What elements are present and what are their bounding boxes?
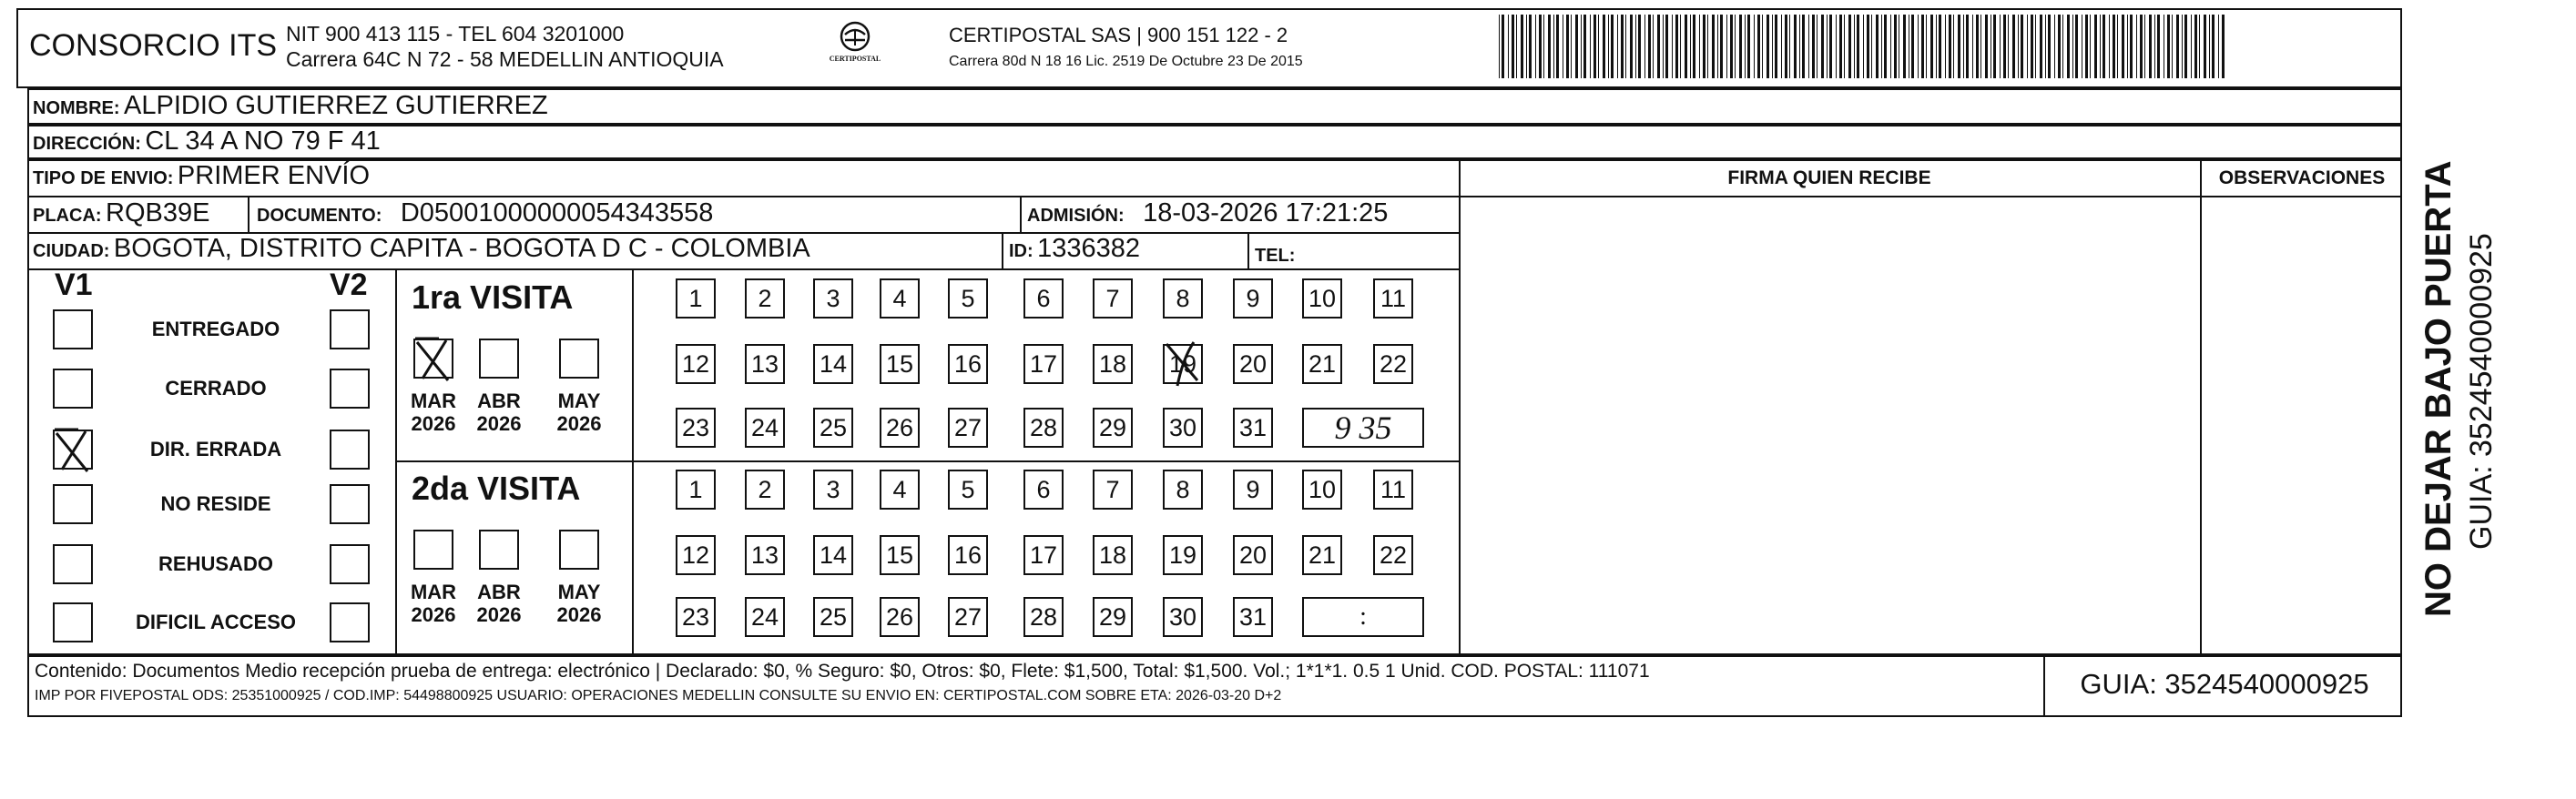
- day-cell[interactable]: 5: [948, 278, 988, 319]
- day-cell[interactable]: 2: [745, 470, 785, 510]
- v2-checkbox[interactable]: [330, 430, 370, 470]
- day-cell[interactable]: 16: [948, 344, 988, 384]
- check-mark-icon: [412, 335, 457, 380]
- day-cell[interactable]: 31: [1233, 408, 1273, 448]
- content-line: Contenido: Documentos Medio recepción prueba de entrega: electrónico | Declarado: $0, % Seguro: $0, Otros: $0, Flete: $1,500, Total: $1,500. Vol.; 1*1*1. 0.5 1 Unid. COD. POSTAL: 111071: [35, 661, 1650, 682]
- divider: [1247, 232, 1249, 268]
- visit1-title: 1ra VISITA: [412, 278, 574, 316]
- side-warning: NO DEJAR BAJO PUERTA: [2418, 160, 2459, 617]
- logo-text: CERTIPOSTAL: [829, 55, 881, 63]
- month-checkbox[interactable]: [413, 339, 453, 379]
- month-label: [404, 389, 463, 435]
- day-cell[interactable]: 25: [813, 597, 853, 637]
- status-label: DIFICIL ACCESO: [135, 611, 296, 633]
- day-cell[interactable]: 28: [1023, 597, 1064, 637]
- courier-address: Carrera 80d N 18 16 Lic. 2519 De Octubre 23 De 2015: [949, 54, 1303, 69]
- status-label: DIR. ERRADA: [149, 438, 282, 460]
- document-label: DOCUMENTO:: [257, 206, 382, 226]
- day-cell[interactable]: 21: [1302, 535, 1342, 575]
- month-checkbox[interactable]: [559, 339, 599, 379]
- address-label: DIRECCIÓN:: [33, 134, 141, 154]
- day-cell[interactable]: 12: [676, 535, 716, 575]
- month-label: [550, 389, 608, 435]
- tel-label: TEL:: [1255, 246, 1296, 266]
- document-value: D05001000000054343558: [400, 198, 714, 228]
- courier-name: CERTIPOSTAL SAS | 900 151 122 - 2: [949, 24, 1288, 46]
- id-field: [1009, 234, 1140, 264]
- day-cell[interactable]: 22: [1373, 344, 1413, 384]
- day-cell[interactable]: 26: [880, 597, 920, 637]
- address-field: [33, 126, 381, 157]
- plate-label: PLACA:: [33, 206, 102, 226]
- month-year: 2026: [411, 412, 456, 435]
- day-cell[interactable]: 29: [1093, 597, 1133, 637]
- name-value: ALPIDIO GUTIERREZ GUTIERREZ: [124, 91, 548, 120]
- month-year: 2026: [476, 603, 522, 626]
- day-cell[interactable]: 20: [1233, 535, 1273, 575]
- month-label: [470, 389, 528, 435]
- divider: [248, 196, 249, 232]
- month-year: 2026: [476, 412, 522, 435]
- divider: [2043, 655, 2045, 717]
- v2-checkbox[interactable]: [330, 544, 370, 584]
- status-label: CERRADO: [165, 377, 267, 400]
- day-cell[interactable]: 30: [1163, 408, 1203, 448]
- day-cell[interactable]: 13: [745, 344, 785, 384]
- day-cell[interactable]: 24: [745, 597, 785, 637]
- footer-guide: GUIA: 3524540000925: [2080, 668, 2369, 700]
- day-mark-icon: [1157, 337, 1212, 391]
- city-value: BOGOTA, DISTRITO CAPITA - BOGOTA D C - COLOMBIA: [113, 234, 810, 263]
- month-name: MAR: [410, 581, 457, 603]
- time-cell[interactable]: :: [1302, 597, 1424, 637]
- day-cell[interactable]: 4: [880, 278, 920, 319]
- plate-value: RQB39E: [106, 198, 210, 228]
- document-field: [257, 198, 713, 228]
- day-cell[interactable]: 17: [1023, 535, 1064, 575]
- month-name: MAR: [410, 389, 457, 412]
- day-cell[interactable]: 7: [1093, 278, 1133, 319]
- admission-value: 18-03-2026 17:21:25: [1143, 198, 1389, 228]
- day-cell[interactable]: 31: [1233, 597, 1273, 637]
- day-cell[interactable]: 10: [1302, 470, 1342, 510]
- month-label: [550, 581, 608, 626]
- day-cell[interactable]: 19: [1163, 535, 1203, 575]
- observations-label: OBSERVACIONES: [2218, 167, 2386, 188]
- admission-field: [1027, 198, 1388, 228]
- day-cell[interactable]: 27: [948, 408, 988, 448]
- day-cell[interactable]: 30: [1163, 597, 1203, 637]
- month-checkbox[interactable]: [413, 530, 453, 570]
- day-cell[interactable]: 18: [1093, 344, 1133, 384]
- print-line: IMP POR FIVEPOSTAL ODS: 25351000925 / COD.IMP: 54498800925 USUARIO: OPERACIONES MEDELLIN CONSULTE SU ENVIO EN: CERTIPOSTAL.COM SOBRE ETA: 2026-03-20 D+2: [35, 688, 1282, 703]
- day-cell[interactable]: 9: [1233, 470, 1273, 510]
- day-cell[interactable]: 26: [880, 408, 920, 448]
- v2-checkbox[interactable]: [330, 602, 370, 642]
- v2-checkbox[interactable]: [330, 309, 370, 349]
- city-label: CIUDAD:: [33, 241, 110, 261]
- day-cell[interactable]: 17: [1023, 344, 1064, 384]
- day-cell[interactable]: 14: [813, 535, 853, 575]
- month-name: MAY: [557, 389, 601, 412]
- day-cell[interactable]: 23: [676, 597, 716, 637]
- city-field: [33, 234, 810, 264]
- admission-label: ADMISIÓN:: [1027, 206, 1125, 226]
- day-cell[interactable]: 6: [1023, 278, 1064, 319]
- v1-checkbox[interactable]: [53, 430, 93, 470]
- divider: [1459, 159, 1461, 655]
- barcode-icon: [1499, 15, 2227, 78]
- id-value: 1336382: [1037, 234, 1141, 263]
- day-cell[interactable]: 27: [948, 597, 988, 637]
- month-label: [404, 581, 463, 626]
- month-checkbox[interactable]: [479, 530, 519, 570]
- shipment-type-value: PRIMER ENVÍO: [177, 161, 371, 190]
- status-label: REHUSADO: [158, 552, 273, 575]
- day-cell[interactable]: 11: [1373, 470, 1413, 510]
- shipment-type-label: TIPO DE ENVIO:: [33, 168, 174, 188]
- status-label: ENTREGADO: [151, 318, 280, 340]
- company-address: Carrera 64C N 72 - 58 MEDELLIN ANTIOQUIA: [286, 47, 724, 71]
- day-cell[interactable]: 23: [676, 408, 716, 448]
- id-label: ID:: [1009, 241, 1033, 261]
- name-label: NOMBRE:: [33, 98, 120, 118]
- month-year: 2026: [556, 412, 602, 435]
- name-field: [33, 91, 548, 121]
- v1-label: V1: [55, 268, 93, 302]
- day-cell[interactable]: 8: [1163, 470, 1203, 510]
- v2-checkbox[interactable]: [330, 369, 370, 409]
- v1-checkbox[interactable]: [53, 544, 93, 584]
- plate-field: [33, 198, 209, 228]
- month-name: MAY: [557, 581, 601, 603]
- v1-checkbox[interactable]: [53, 484, 93, 524]
- divider: [1459, 196, 2402, 197]
- check-mark-icon: [51, 426, 97, 471]
- v2-checkbox[interactable]: [330, 484, 370, 524]
- side-guide: GUIA: 3524540000925: [2464, 233, 2499, 550]
- day-cell[interactable]: 16: [948, 535, 988, 575]
- month-label: [470, 581, 528, 626]
- visit2-title: 2da VISITA: [412, 470, 581, 507]
- certipostal-logo: [823, 18, 887, 73]
- day-cell[interactable]: 14: [813, 344, 853, 384]
- company-nit: NIT 900 413 115 - TEL 604 3201000: [286, 22, 625, 46]
- v1-checkbox[interactable]: [53, 309, 93, 349]
- v2-label: V2: [330, 268, 368, 302]
- day-cell[interactable]: 2: [745, 278, 785, 319]
- day-cell[interactable]: 22: [1373, 535, 1413, 575]
- month-checkbox[interactable]: [479, 339, 519, 379]
- day-cell[interactable]: 3: [813, 278, 853, 319]
- day-cell[interactable]: 3: [813, 470, 853, 510]
- day-cell[interactable]: 13: [745, 535, 785, 575]
- day-cell[interactable]: 10: [1302, 278, 1342, 319]
- receiver-sign-label: FIRMA QUIEN RECIBE: [1727, 167, 1931, 188]
- time-cell[interactable]: 9 35: [1302, 408, 1424, 448]
- day-cell[interactable]: 1: [676, 470, 716, 510]
- day-cell[interactable]: 21: [1302, 344, 1342, 384]
- day-cell[interactable]: 8: [1163, 278, 1203, 319]
- day-cell[interactable]: 28: [1023, 408, 1064, 448]
- divider: [395, 460, 1461, 462]
- day-cell[interactable]: 18: [1093, 535, 1133, 575]
- day-cell[interactable]: 6: [1023, 470, 1064, 510]
- month-name: ABR: [477, 389, 521, 412]
- day-cell[interactable]: 1: [676, 278, 716, 319]
- day-cell[interactable]: 15: [880, 344, 920, 384]
- month-name: ABR: [477, 581, 521, 603]
- day-cell[interactable]: 29: [1093, 408, 1133, 448]
- divider: [27, 196, 1461, 197]
- day-cell[interactable]: 12: [676, 344, 716, 384]
- day-cell[interactable]: 25: [813, 408, 853, 448]
- divider: [1002, 232, 1003, 268]
- month-year: 2026: [411, 603, 456, 626]
- tel-field: [1255, 238, 1295, 268]
- divider: [1020, 196, 1022, 232]
- day-cell[interactable]: 4: [880, 470, 920, 510]
- month-year: 2026: [556, 603, 602, 626]
- day-cell[interactable]: 20: [1233, 344, 1273, 384]
- shipment-type-field: [33, 161, 370, 191]
- address-value: CL 34 A NO 79 F 41: [145, 126, 381, 156]
- divider: [2200, 159, 2202, 655]
- month-checkbox[interactable]: [559, 530, 599, 570]
- company-name: CONSORCIO ITS: [29, 28, 278, 63]
- address-row: [27, 125, 2402, 159]
- day-cell[interactable]: 24: [745, 408, 785, 448]
- day-cell[interactable]: 7: [1093, 470, 1133, 510]
- barcode: [1499, 15, 2227, 78]
- v1-checkbox[interactable]: [53, 602, 93, 642]
- day-cell[interactable]: 11: [1373, 278, 1413, 319]
- status-label: NO RESIDE: [160, 492, 271, 515]
- day-cell[interactable]: 19: [1163, 344, 1203, 384]
- v1-checkbox[interactable]: [53, 369, 93, 409]
- day-cell[interactable]: 15: [880, 535, 920, 575]
- divider: [27, 268, 1461, 270]
- day-cell[interactable]: 5: [948, 470, 988, 510]
- day-cell[interactable]: 9: [1233, 278, 1273, 319]
